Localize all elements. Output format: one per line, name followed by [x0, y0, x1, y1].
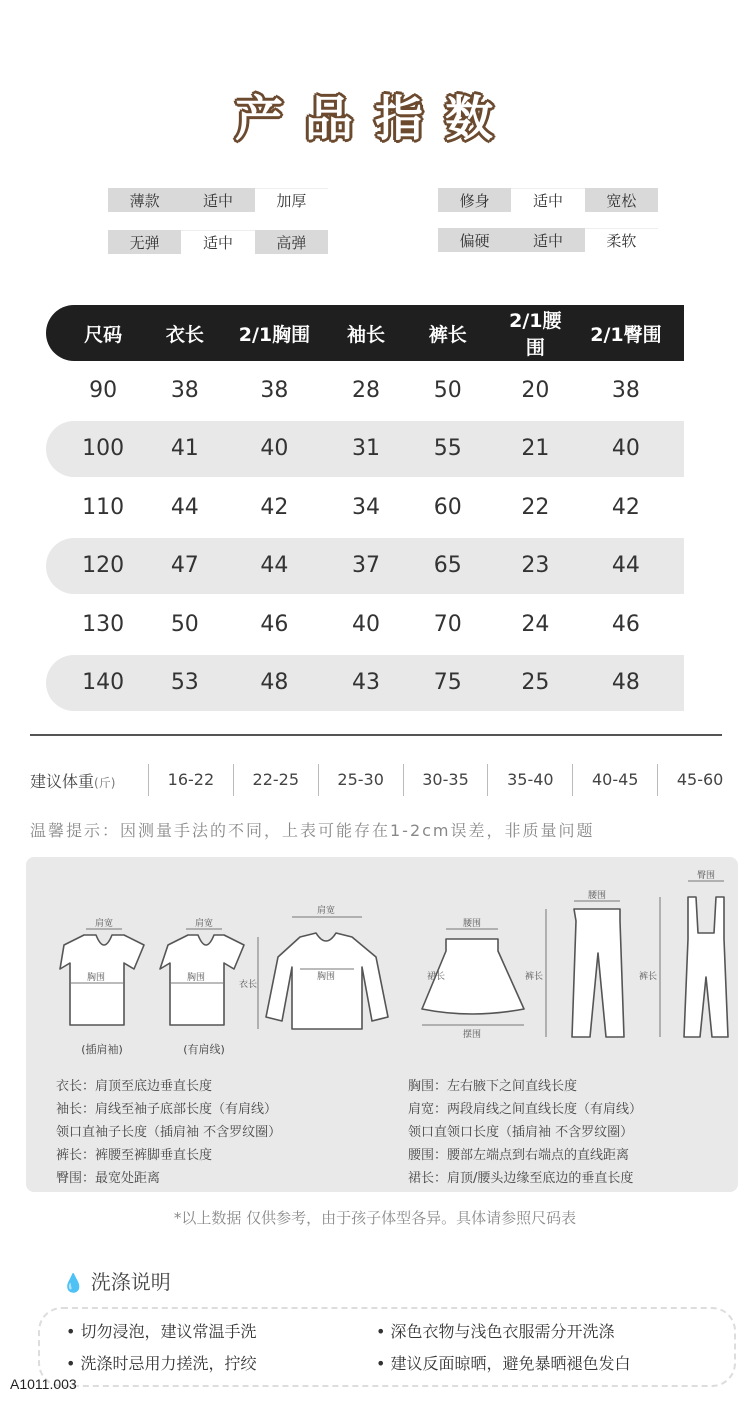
weight-value: 30-35: [403, 764, 488, 796]
attr-option: 薄款: [108, 188, 181, 212]
label-hem: 摆围: [462, 1030, 482, 1040]
table-cell: 42: [611, 494, 640, 520]
table-cell: 48: [611, 670, 640, 695]
attr-option: 适中: [511, 228, 584, 252]
table-cell: 44: [170, 494, 199, 520]
weight-label: 建议体重: [30, 771, 95, 791]
reference-note: *以上数据 仅供参考，由于孩子体型各异。具体请参照尺码表: [173, 1209, 577, 1227]
washing-title: [62, 1266, 171, 1295]
attr-option: 偏硬: [438, 228, 511, 252]
table-cell: 22: [521, 494, 550, 520]
overalls-icon: [684, 897, 728, 1037]
label-pants: 裤长: [638, 972, 658, 982]
product-code: A1011.003: [10, 1376, 77, 1392]
table-row: [46, 538, 684, 594]
label-pants: 裤长: [524, 972, 544, 982]
table-cell: 48: [260, 670, 289, 695]
definition-item: 裙长：肩顶/腰头边缘至底边的垂直长度: [408, 1171, 634, 1186]
header-hip: 2/1臀围: [590, 323, 662, 346]
table-row: [46, 596, 684, 652]
washing-title-text: 洗涤说明: [90, 1270, 171, 1294]
table-cell: 40: [260, 436, 289, 461]
table-cell: 38: [170, 377, 199, 403]
label-shoulder: 肩宽: [316, 906, 336, 916]
label-skirt: 裙长: [426, 972, 446, 982]
table-row: [46, 479, 684, 535]
header-sleeve: 袖长: [346, 323, 385, 346]
definition-item: 裤长：裤腰至裤脚垂直长度: [56, 1148, 213, 1163]
label-raglan: (插肩袖): [81, 1043, 123, 1056]
table-cell: 70: [433, 611, 462, 637]
table-cell: 120: [82, 553, 125, 578]
definition-item: 肩宽：两段肩线之间直线长度（有肩线）: [408, 1102, 643, 1117]
attr-option: 宽松: [585, 188, 658, 212]
weight-value: 40-45: [572, 764, 657, 796]
label-hip: 臀围: [696, 871, 716, 881]
label-chest: 胸围: [186, 973, 206, 983]
definitions-right: [408, 1075, 642, 1190]
label-chest: 胸围: [316, 972, 336, 982]
table-cell: 41: [170, 436, 199, 461]
definition-item: 袖长：肩线至袖子底部长度（有肩线）: [56, 1102, 278, 1117]
table-cell: 100: [82, 436, 125, 461]
header-waist: 2/1腰围: [509, 310, 562, 359]
weight-value: 22-25: [233, 764, 318, 796]
table-cell: 55: [433, 436, 462, 461]
weight-value: 35-40: [487, 764, 572, 796]
measurement-panel: [26, 857, 738, 1192]
label-shoulder-line: (有肩线): [183, 1043, 225, 1056]
washing-item: • 切勿浸泡，建议常温手洗: [66, 1322, 257, 1341]
weight-value: 16-22: [148, 764, 233, 796]
washing-item-text: 深色衣物与浅色衣服需分开洗涤: [390, 1322, 615, 1341]
table-cell: 31: [351, 436, 380, 461]
table-cell: 46: [260, 611, 289, 637]
attr-option: 高弹: [255, 230, 328, 254]
table-cell: 46: [611, 611, 640, 637]
washing-item: • 深色衣物与浅色衣服需分开洗涤: [376, 1322, 615, 1341]
definition-item: 领口直袖子长度（插肩袖 不含罗纹圈）: [56, 1125, 282, 1140]
attr-fit: [438, 188, 658, 212]
table-cell: 60: [433, 494, 462, 520]
table-cell: 38: [260, 377, 289, 403]
label-shoulder: 肩宽: [194, 919, 214, 929]
table-cell: 50: [433, 377, 462, 403]
label-length: 衣长: [238, 980, 258, 990]
header-length: 衣长: [165, 323, 204, 346]
section-divider: [30, 734, 722, 736]
header-pants: 裤长: [428, 323, 467, 346]
label-chest: 胸围: [86, 973, 106, 983]
table-row: [46, 362, 684, 418]
table-cell: 53: [170, 670, 199, 695]
attr-option: 无弹: [108, 230, 181, 254]
header-chest: 2/1胸围: [238, 323, 311, 346]
table-cell: 47: [170, 553, 199, 578]
attr-elasticity: [108, 230, 328, 254]
attr-softness: [438, 228, 658, 252]
attr-option: 柔软: [585, 228, 658, 252]
attr-option: 加厚: [255, 188, 328, 212]
table-cell: 40: [351, 611, 380, 637]
table-cell: 40: [611, 436, 640, 461]
washing-item: • 建议反面晾晒，避免暴晒褪色发白: [376, 1354, 631, 1373]
definitions-left: [56, 1075, 281, 1190]
table-cell: 130: [82, 611, 125, 637]
table-cell: 90: [89, 377, 118, 403]
attr-option: 修身: [438, 188, 511, 212]
table-cell: 44: [260, 553, 289, 578]
washing-item-text: 建议反面晾晒，避免暴晒褪色发白: [390, 1354, 631, 1373]
table-cell: 23: [521, 553, 550, 578]
attr-option: 适中: [181, 188, 254, 212]
garment-diagrams: [26, 857, 738, 1067]
attr-option: 适中: [511, 188, 584, 212]
header-size: 尺码: [84, 323, 123, 346]
washing-box: [38, 1307, 736, 1387]
weight-row: [30, 764, 742, 796]
table-cell: 28: [351, 377, 380, 403]
table-cell: 65: [433, 553, 462, 578]
page-title: 产品指数: [234, 91, 515, 147]
washing-item: • 洗涤时忌用力搓洗，拧绞: [66, 1354, 257, 1373]
table-cell: 38: [611, 377, 640, 403]
washing-item-text: 洗涤时忌用力搓洗，拧绞: [80, 1354, 257, 1373]
table-cell: 21: [521, 436, 550, 461]
table-row: [46, 421, 684, 477]
water-drop-icon: 💧: [62, 1273, 85, 1294]
table-cell: 42: [260, 494, 289, 520]
attr-thickness: [108, 188, 328, 212]
attr-option: 适中: [181, 230, 254, 254]
table-cell: 44: [611, 553, 640, 578]
measurement-tip: 温馨提示：因测量手法的不同，上表可能存在1-2cm误差，非质量问题: [30, 821, 595, 840]
weight-value: 25-30: [318, 764, 403, 796]
table-row: [46, 655, 684, 711]
definition-item: 衣长：肩顶至底边垂直长度: [56, 1079, 213, 1094]
size-table-header: [46, 305, 684, 361]
table-cell: 37: [351, 553, 380, 578]
definition-item: 领口直领口长度（插肩袖 不含罗纹圈）: [408, 1125, 634, 1140]
table-cell: 34: [351, 494, 380, 520]
table-cell: 24: [521, 611, 550, 637]
washing-item-text: 切勿浸泡，建议常温手洗: [80, 1322, 257, 1341]
table-cell: 110: [82, 494, 125, 520]
table-cell: 25: [521, 670, 550, 695]
table-cell: 75: [433, 670, 462, 695]
weight-value: 45-60: [657, 764, 742, 796]
pants-icon: [572, 909, 624, 1037]
label-shoulder: 肩宽: [94, 919, 114, 929]
table-cell: 43: [351, 670, 380, 695]
definition-item: 臀围：最宽处距离: [56, 1171, 161, 1186]
definition-item: 胸围：左右腋下之间直线长度: [408, 1079, 578, 1094]
label-waist: 腰围: [587, 891, 607, 901]
weight-unit: (斤): [94, 775, 116, 790]
label-waist: 腰围: [462, 919, 482, 929]
table-cell: 140: [82, 670, 125, 695]
definition-item: 腰围：腰部左端点到右端点的直线距离: [408, 1148, 630, 1163]
table-cell: 50: [170, 611, 199, 637]
table-cell: 20: [521, 377, 550, 403]
